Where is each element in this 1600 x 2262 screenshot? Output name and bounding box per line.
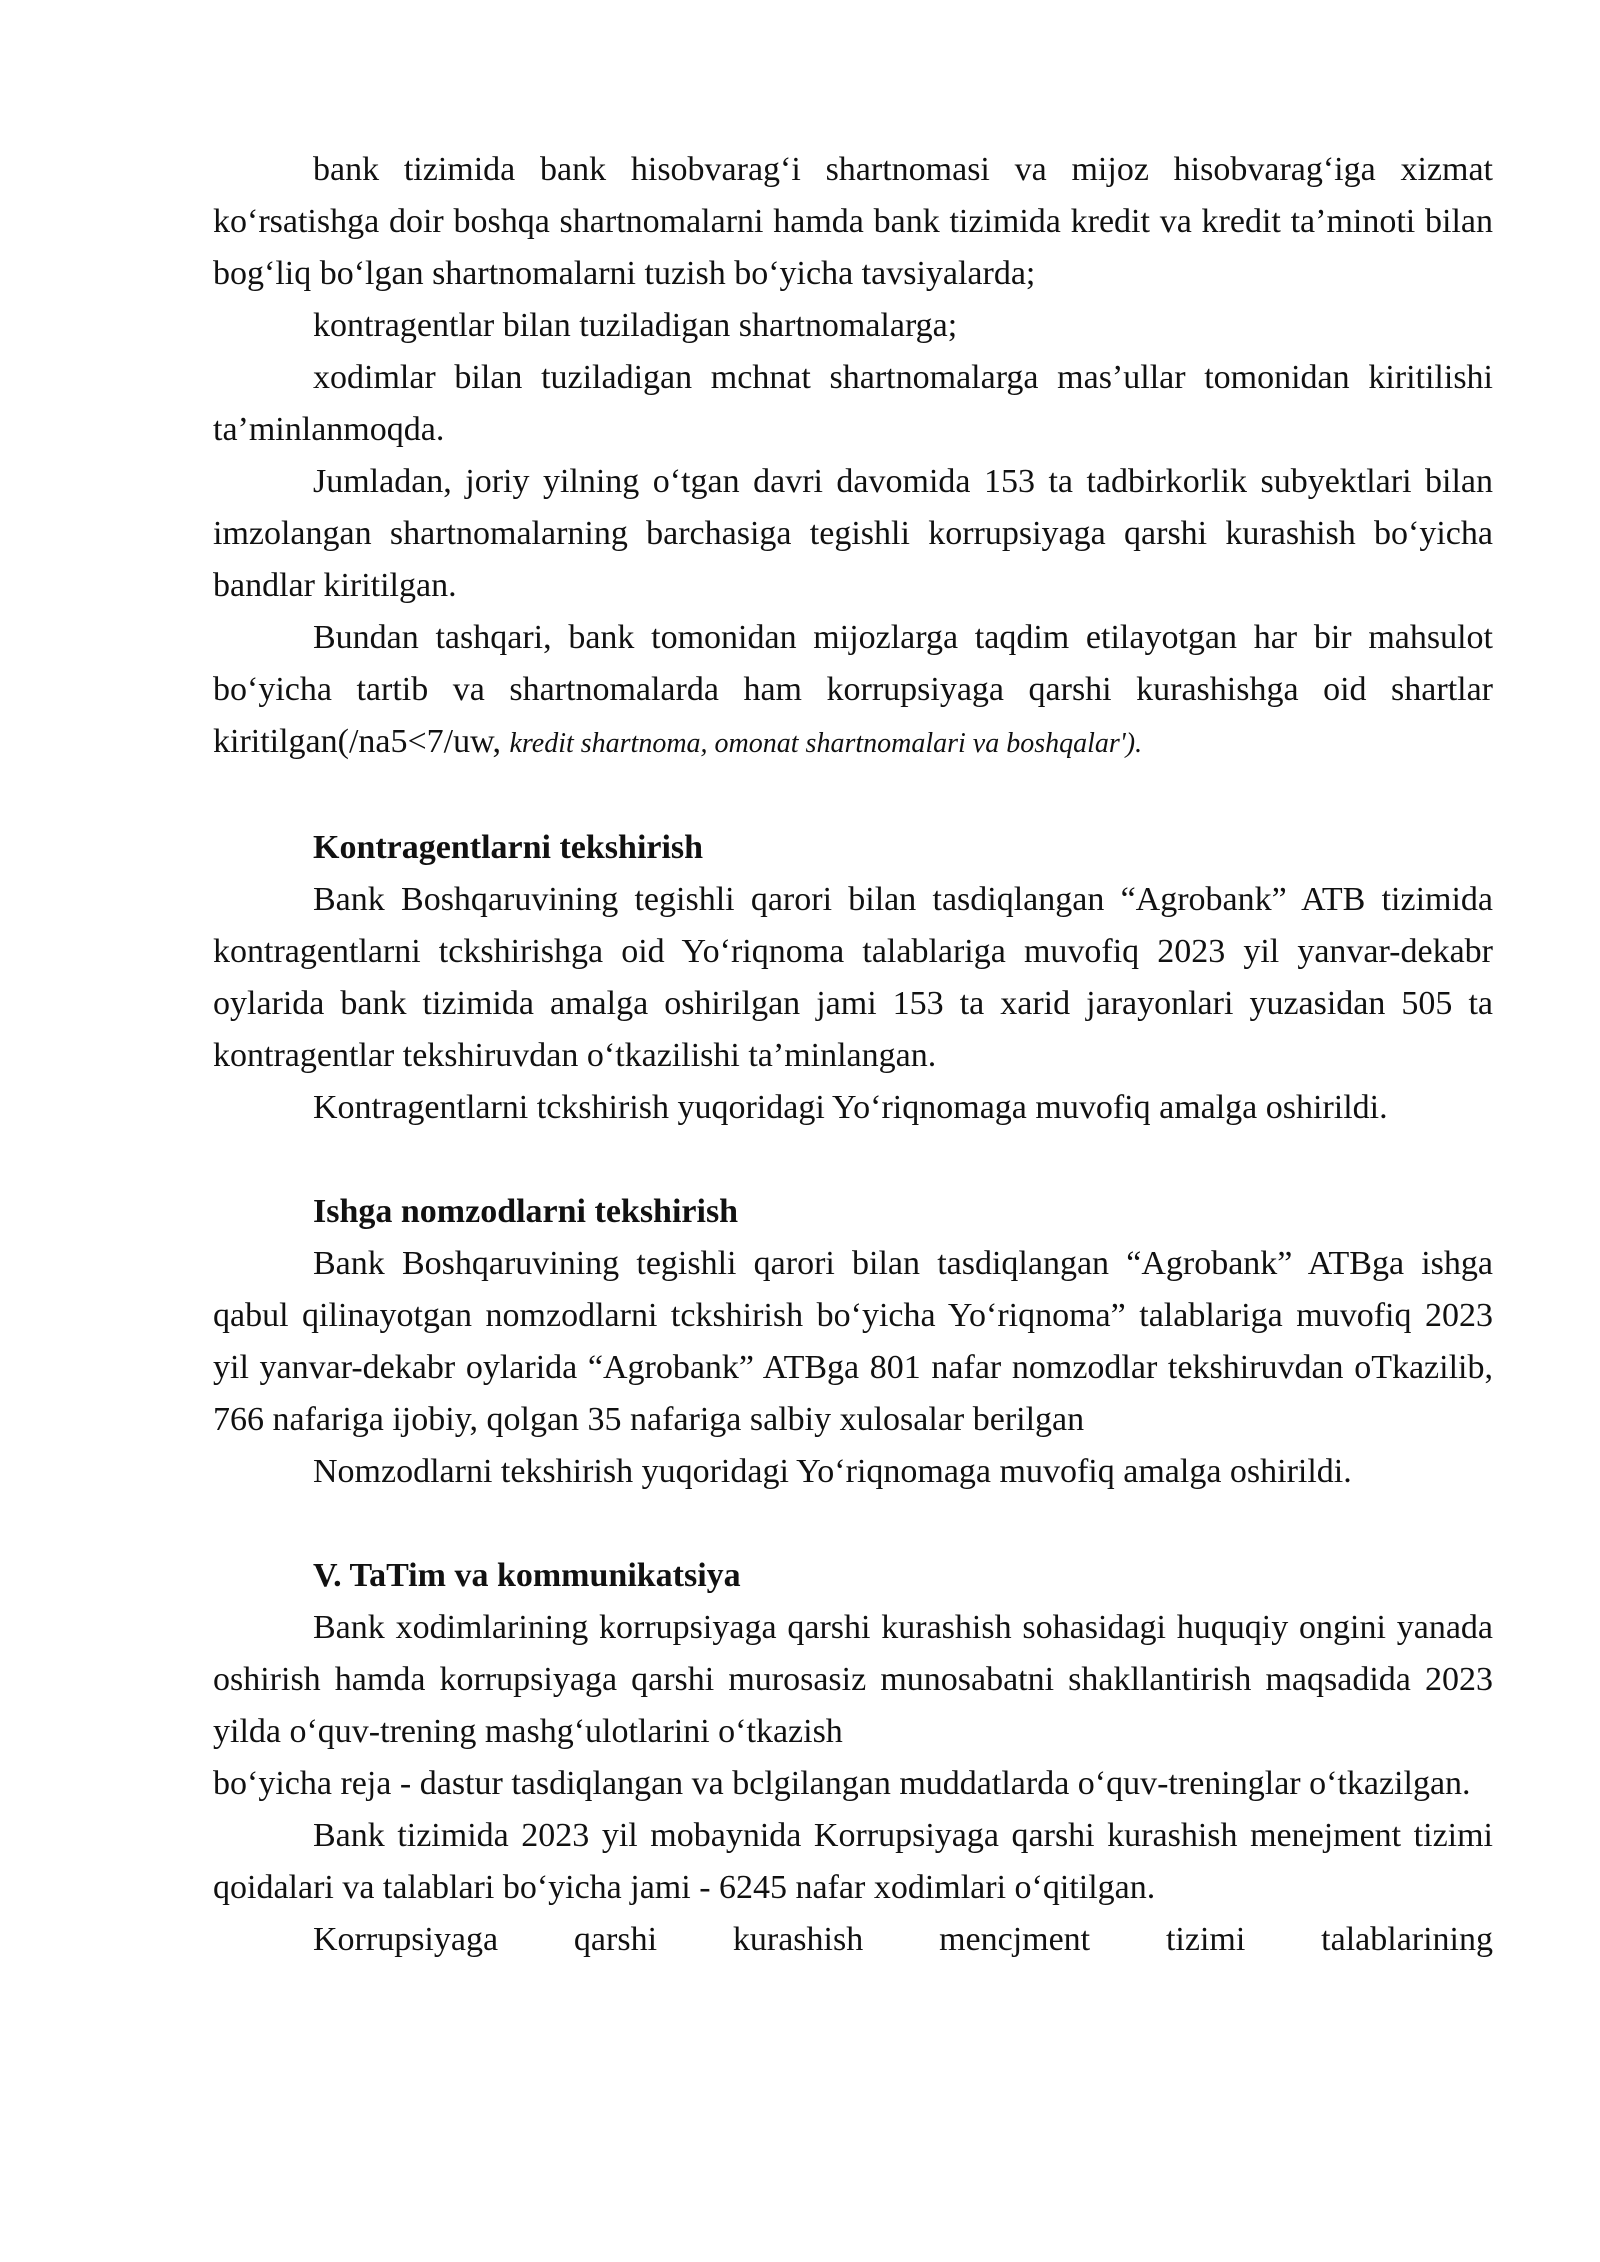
spacer <box>213 1498 1493 1550</box>
word: qarshi <box>573 1921 658 1958</box>
paragraph-bank-accounts: bank tizimida bank hisobvarag‘i shartnomasi va mijoz hisobvarag‘iga xizmat ko‘rsatishga doir boshqa shartnomalarni hamda bank tizimida kredit va kredit ta’minoti bilan bog‘liq bo‘lgan shartnomalarni tuzish bo‘yicha tavsiyalarda; <box>213 151 1493 292</box>
word: kurashish <box>732 1921 864 1958</box>
paragraph-candidate-check: Bank Boshqaruvining tegishli qarori bilan tasdiqlangan “Agrobank” ATBga ishga qabul qilinayotgan nomzodlarni tckshirish bo‘yicha Yo‘riqnoma” talablariga muvofiq 2023 yil yanvar-dekabr oylarida “Agrobank” ATBga 801 nafar nomzodlar tekshiruvdan oTkazilib, 766 nafariga ijobiy, qolgan 35 nafariga salbiy xulosalar berilgan <box>213 1245 1493 1438</box>
paragraph-management-system <box>213 1914 1493 1966</box>
paragraph-signed-contracts: Jumladan, joriy yilning o‘tgan davri davomida 153 ta tadbirkorlik subyektlari bilan imzolangan shartnomalarning barchasiga tegishli korrupsiyaga qarshi kurashish bo‘yicha bandlar kiritilgan. <box>213 463 1493 604</box>
paragraph-product-terms <box>213 612 1493 770</box>
paragraph-counterparty-contracts: kontragentlar bilan tuziladigan shartnomalarga; <box>313 307 958 344</box>
paragraph-candidate-result: Nomzodlarni tekshirish yuqoridagi Yo‘riqnomaga muvofiq amalga oshirildi. <box>313 1453 1352 1490</box>
spacer <box>213 1134 1493 1186</box>
word: talablarining <box>1321 1921 1493 1958</box>
document-page <box>213 144 1493 1966</box>
paragraph-labor-contracts: xodimlar bilan tuziladigan mchnat shartnomalarga mas’ullar tomonidan kiritilishi ta’minlanmoqda. <box>213 359 1493 448</box>
paragraph-training-plan: bo‘yicha reja - dastur tasdiqlangan va bclgilangan muddatlarda o‘quv-treninglar o‘tkazilgan. <box>213 1765 1471 1802</box>
heading-training: V. TaTim va kommunikatsiya <box>313 1557 741 1594</box>
paragraph-training-goal: Bank xodimlarining korrupsiyaga qarshi kurashish sohasidagi huquqiy ongini yanada oshirish hamda korrupsiyaga qarshi murosasiz munosabatni shakllantirish maqsadida 2023 yilda o‘quv-trening mashg‘ulotlarini o‘tkazish <box>213 1609 1493 1750</box>
word: tizimi <box>1165 1921 1246 1958</box>
word: Korrupsiyaga <box>313 1921 499 1958</box>
heading-candidate-check: Ishga nomzodlarni tekshirish <box>313 1193 739 1230</box>
word: mencjment <box>939 1921 1091 1958</box>
paragraph-counterparty-check: Bank Boshqaruvining tegishli qarori bilan tasdiqlangan “Agrobank” ATB tizimida kontragentlarni tckshirishga oid Yo‘riqnoma talablariga muvofiq 2023 yil yanvar-dekabr oylarida bank tizimida amalga oshirilgan jami 153 ta xarid jarayonlari yuzasidan 505 ta kontragentlar tekshiruvdan o‘tkazilishi ta’minlangan. <box>213 881 1493 1074</box>
paragraph-training-count: Bank tizimida 2023 yil mobaynida Korrupsiyaga qarshi kurashish menejment tizimi qoidalari va talablari bo‘yicha jami - 6245 nafar xodimlari o‘qitilgan. <box>213 1817 1493 1906</box>
product-terms-note: kredit shartnoma, omonat shartnomalari va boshqalar'). <box>509 728 1143 759</box>
heading-counterparty-check: Kontragentlarni tekshirish <box>313 829 704 866</box>
spacer <box>213 770 1493 822</box>
paragraph-counterparty-result: Kontragentlarni tckshirish yuqoridagi Yo‘riqnomaga muvofiq amalga oshirildi. <box>313 1089 1388 1126</box>
product-terms-text: Bundan tashqari, bank tomonidan mijozlarga taqdim etilayotgan har bir mahsulot bo‘yicha tartib va shartnomalarda ham korrupsiyaga qarshi kurashishga oid shartlar kiritilgan(/na5<7/uw, <box>213 619 1493 760</box>
